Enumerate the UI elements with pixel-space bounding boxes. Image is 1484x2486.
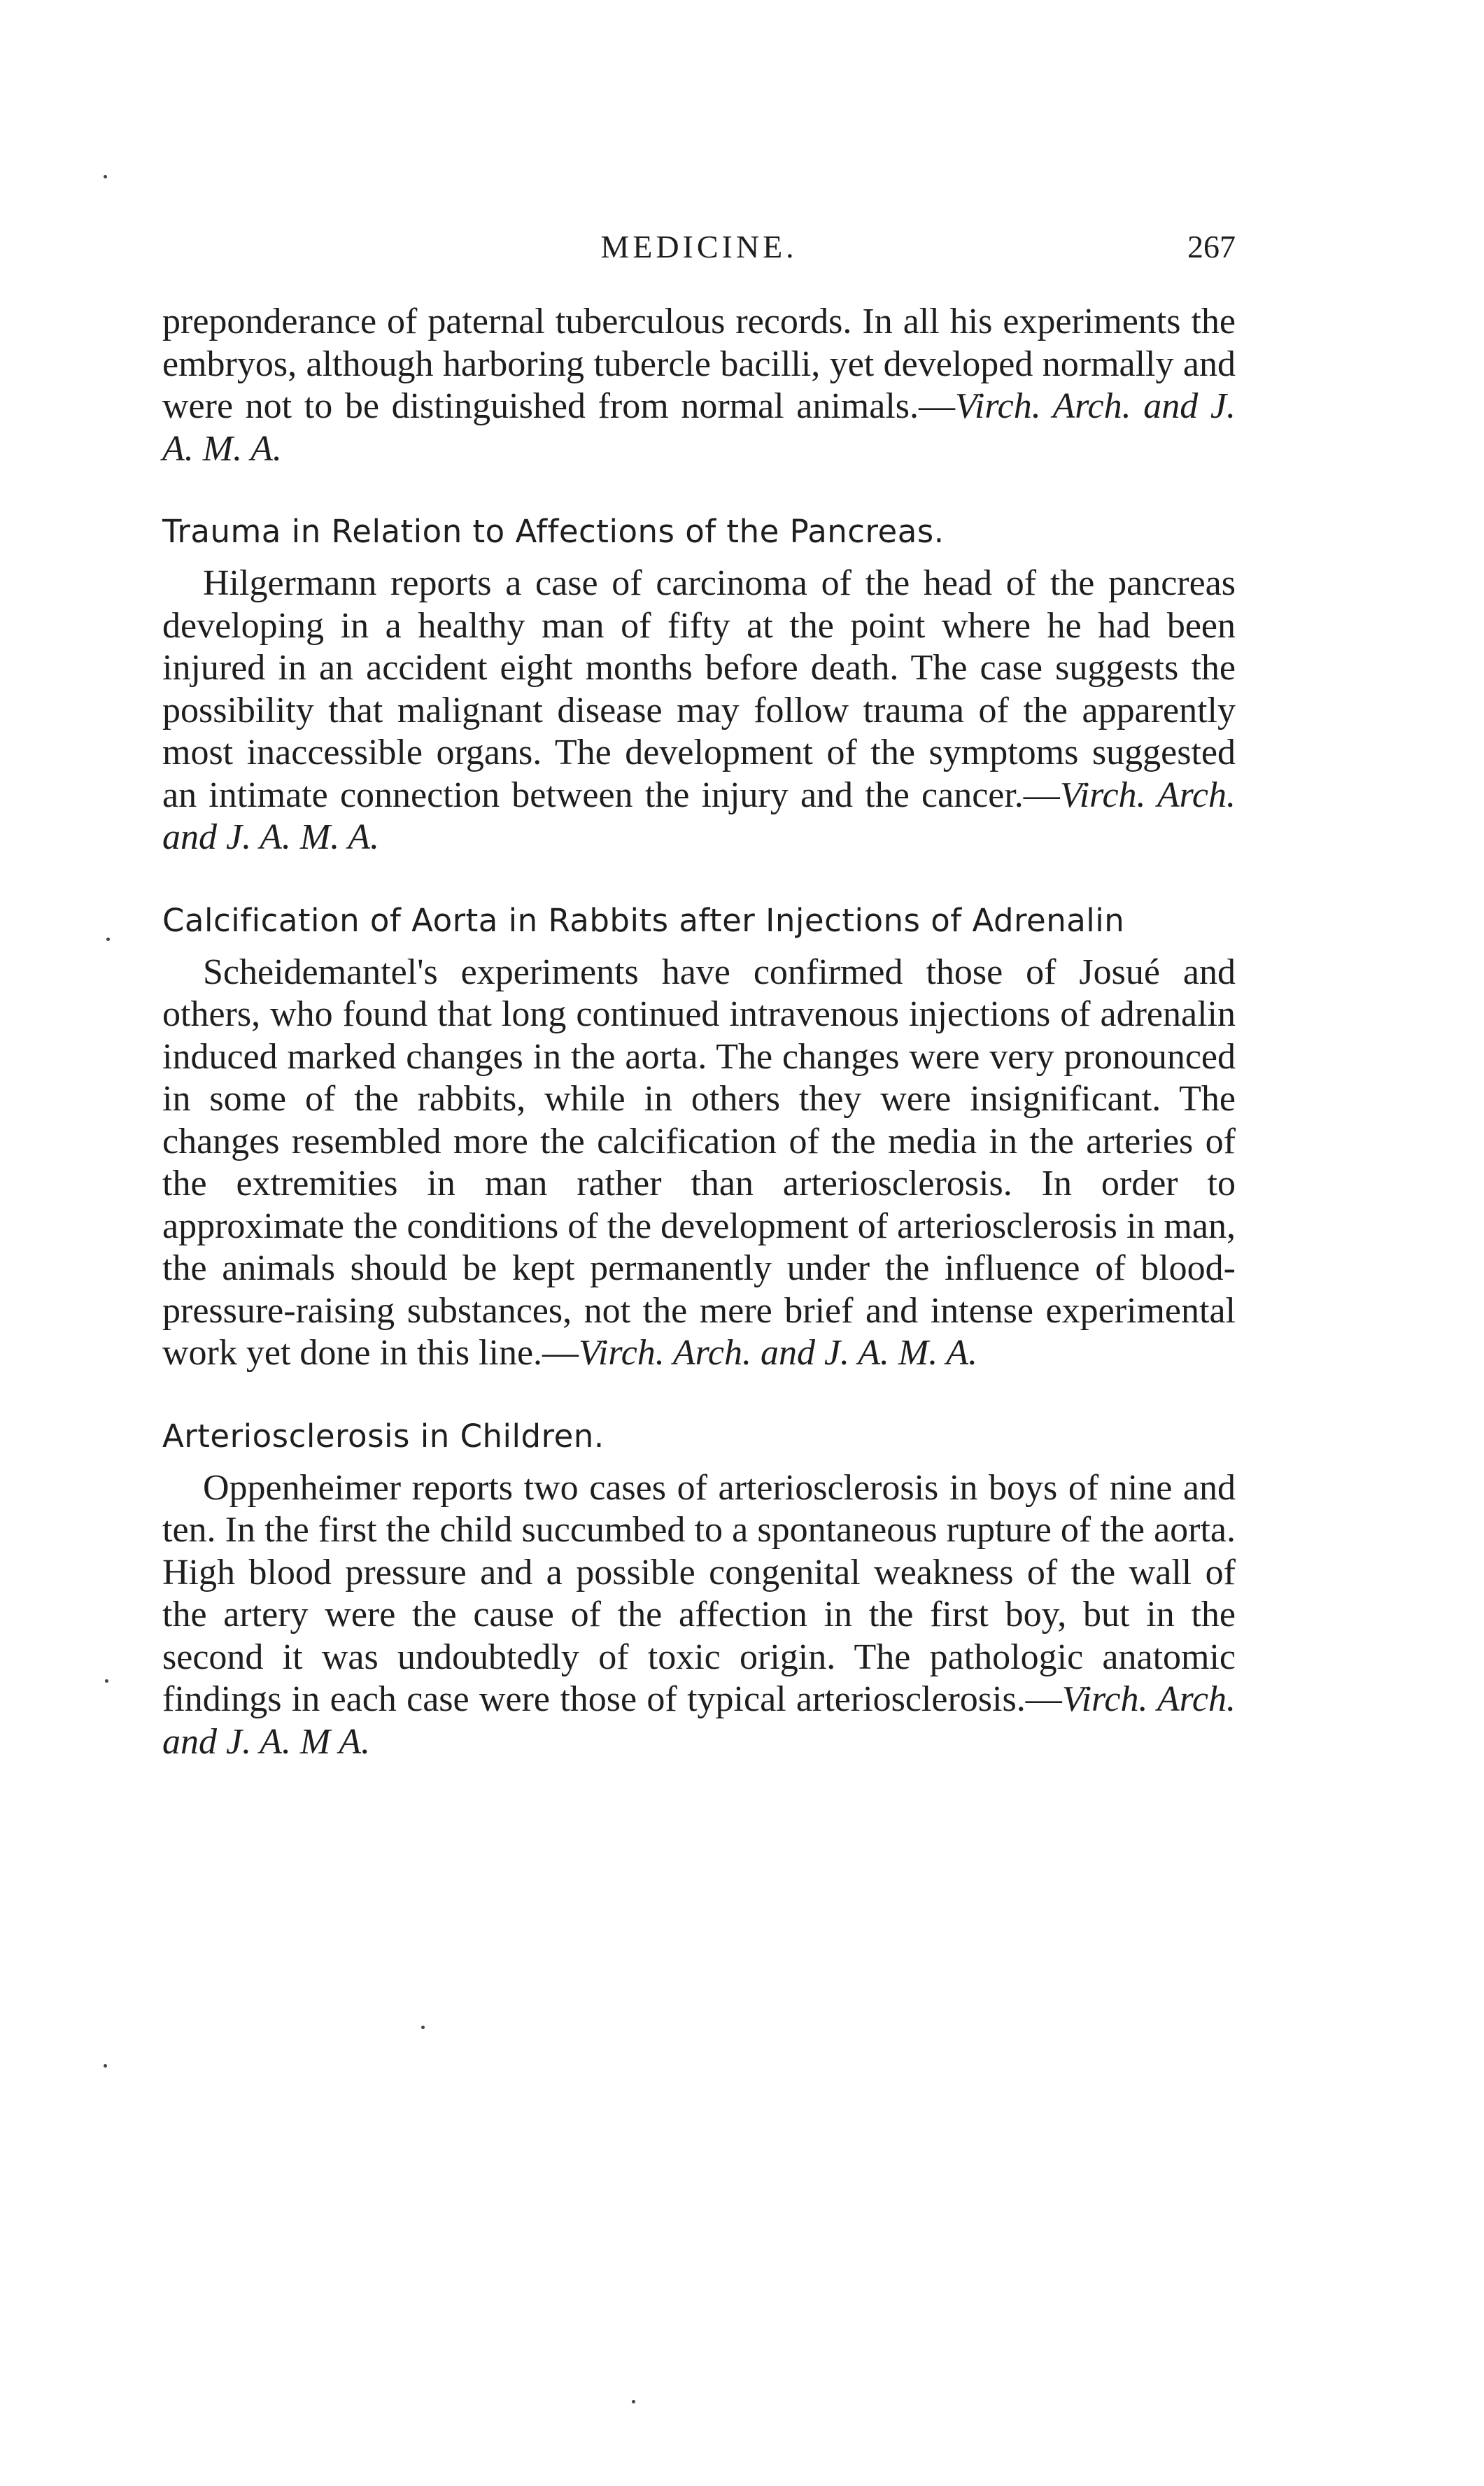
- paper-speck: [104, 175, 107, 178]
- section-paragraph: [162, 1467, 1236, 1764]
- paper-speck: [632, 2400, 635, 2403]
- running-title: MEDICINE.: [600, 229, 798, 264]
- continued-paragraph: [162, 301, 1236, 470]
- paper-speck: [106, 938, 110, 941]
- running-head: [162, 223, 1236, 271]
- citation: Virch. Arch. and J. A. M. A.: [579, 1333, 978, 1373]
- citation: Virch. Arch. and J. A. M A.: [162, 1679, 1236, 1762]
- section-paragraph: [162, 952, 1236, 1375]
- body-text: [162, 301, 1236, 1763]
- paragraph-text: Oppenheimer reports two cases of arteriosclerosis in boys of nine and ten. In the first the child succumbed to a spontaneous rupture of the aorta. High blood pressure and a possible congenital weakness of the wall of the artery were the cause of the affection in the first boy, but in the second it was undoubtedly of toxic origin. The pathologic anatomic findings in each case were those of typical arteriosclerosis.—: [162, 1467, 1236, 1719]
- section-paragraph: [162, 563, 1236, 859]
- paragraph-text: Scheidemantel's experiments have confirmed those of Josué and others, who found that long continued intravenous injections of adrenalin induced marked changes in the aorta. The changes were very pronounced in some of the rabbits, while in others they were insignificant. The changes resembled more the calcification of the media in the arteries of the extremities in man rather than arteriosclerosis. In order to approximate the conditions of the development of arteriosclerosis in man, the animals should be kept permanently under the influence of blood-pressure-raising substances, not the mere brief and intense experimental work yet done in this line.—: [162, 952, 1236, 1373]
- section-heading: Trauma in Relation to Affections of the Pancreas.: [162, 513, 945, 550]
- citation: Virch. Arch. and J. A. M. A.: [162, 386, 1236, 469]
- paragraph-text: preponderance of paternal tuberculous records. In all his experiments the embryos, although harboring tubercle bacilli, yet developed normally and were not to be distinguished from normal animals.—: [162, 302, 1236, 426]
- section-heading: Arteriosclerosis in Children.: [162, 1417, 605, 1455]
- paragraph-text: Hilgermann reports a case of carcinoma of the head of the pancreas developing in a healthy man of fifty at the point where he had been injured in an accident eight months before death. The case suggests the possibility that malignant disease may follow trauma of the apparently most inaccessible organs. The development of the symptoms suggested an intimate connection between the injury and the cancer.—: [162, 563, 1236, 815]
- paper-speck: [421, 2026, 425, 2029]
- citation: Virch. Arch. and J. A. M. A.: [162, 775, 1236, 857]
- section-heading: Calcification of Aorta in Rabbits after Injections of Adrenalin: [162, 901, 1125, 939]
- paper-speck: [105, 1679, 108, 1683]
- paper-speck: [104, 2064, 107, 2068]
- page-number: 267: [1187, 229, 1236, 264]
